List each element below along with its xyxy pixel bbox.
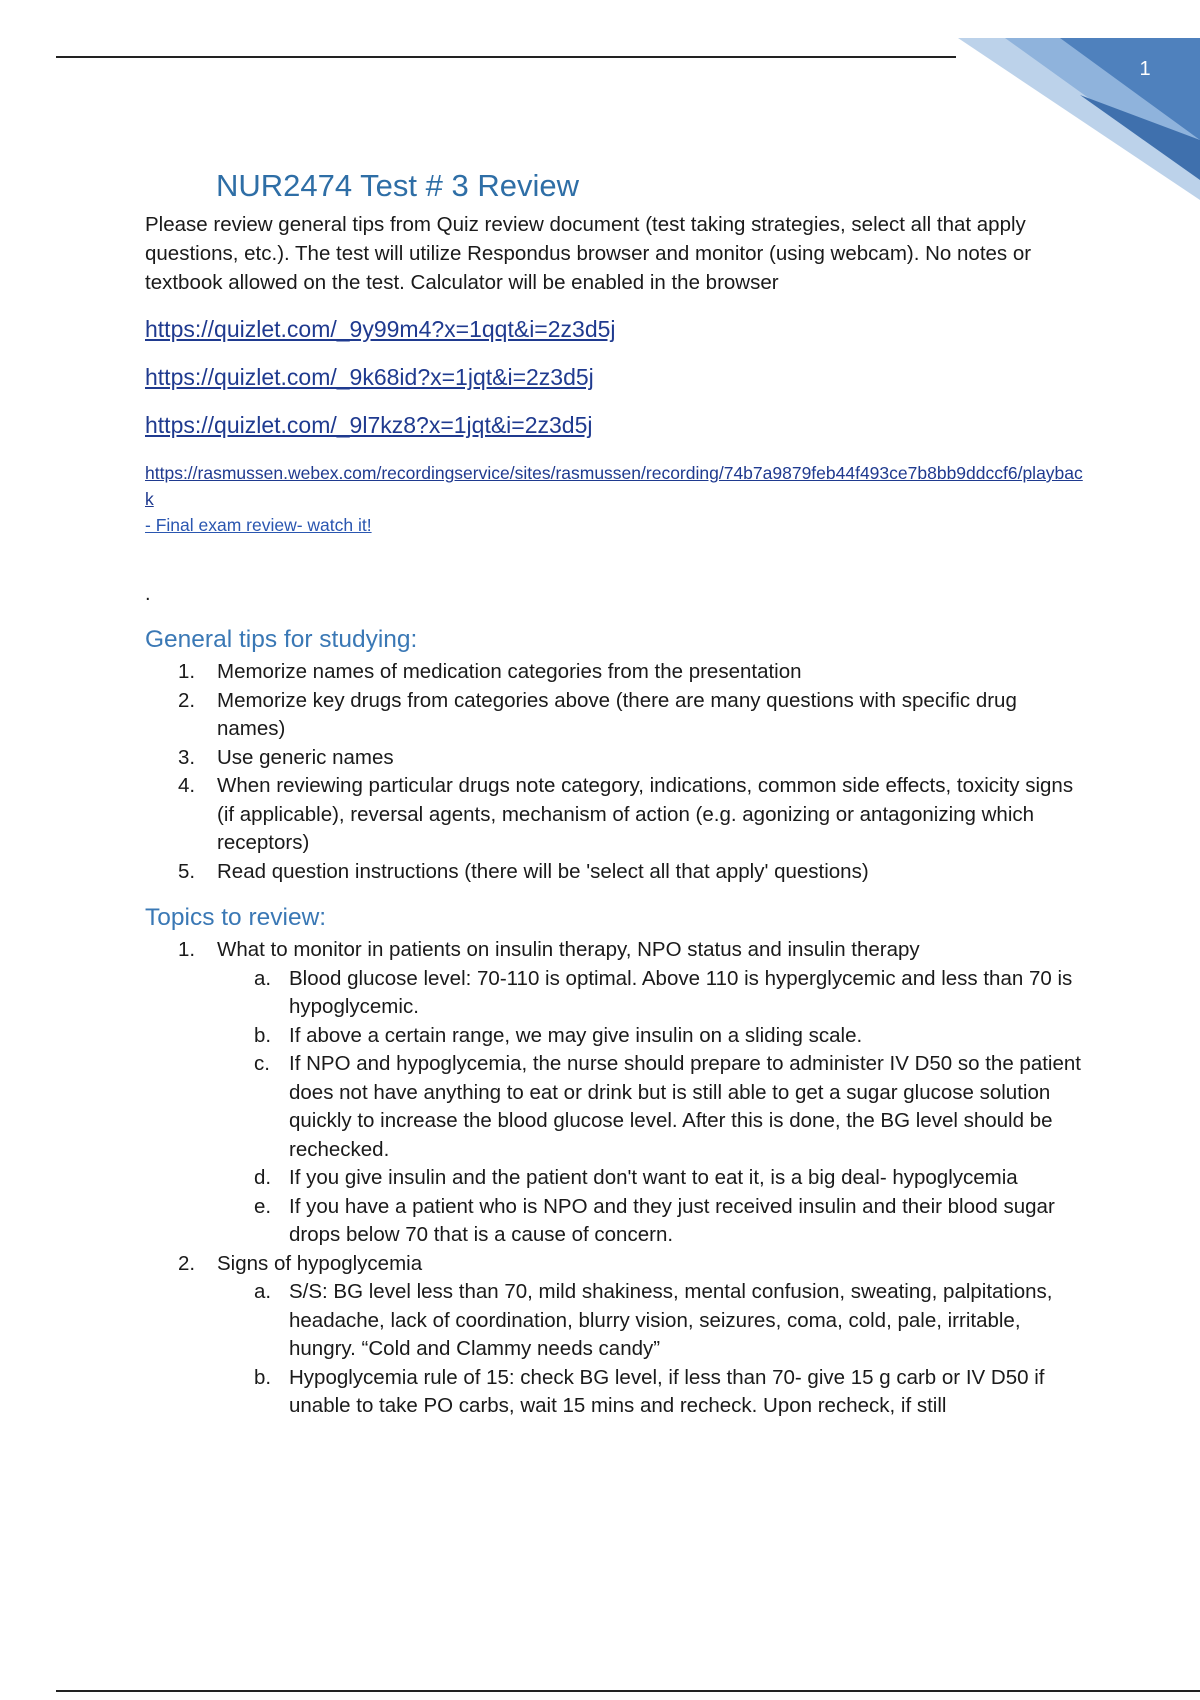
list-number: 1.: [178, 660, 196, 683]
webex-recording-link[interactable]: https://rasmussen.webex.com/recordingservice/sites/rasmussen/recording/74b7a9879feb44f493ce7b8bb9ddccf6/playback: [145, 463, 1083, 509]
sub-list-letter: b.: [254, 1023, 272, 1047]
list-item-text: Read question instructions (there will be 'select all that apply' questions): [217, 859, 869, 883]
sub-list: [217, 965, 1085, 1250]
list-item: [145, 1250, 1085, 1421]
sub-list-item: [217, 1050, 1085, 1164]
sub-list-letter: e.: [254, 1194, 272, 1218]
list-number: 1.: [178, 938, 196, 961]
list-number: 3.: [178, 745, 196, 769]
webex-recording-note-link[interactable]: - Final exam review- watch it!: [145, 515, 372, 535]
sub-list-item: [217, 1022, 1085, 1051]
sub-list-item: [217, 1193, 1085, 1250]
sub-list-letter: c.: [254, 1052, 270, 1075]
sub-list-item: [217, 1164, 1085, 1193]
list-item-text: Memorize key drugs from categories above (there are many questions with specific drug names): [217, 688, 1017, 740]
quizlet-link-3[interactable]: https://quizlet.com/_9l7kz8?x=1jqt&i=2z3d5j: [145, 412, 593, 438]
quizlet-link-2[interactable]: https://quizlet.com/_9k68id?x=1jqt&i=2z3d5j: [145, 364, 594, 390]
list-number: 4.: [178, 774, 196, 797]
footer-rule: [56, 1690, 1200, 1692]
list-number: 2.: [178, 688, 196, 712]
sub-list-item-text: Hypoglycemia rule of 15: check BG level, if less than 70- give 15 g carb or IV D50 if unable to take PO carbs, wait 15 mins and recheck. Upon recheck, if still: [289, 1365, 1045, 1417]
list-item: [145, 858, 1085, 887]
page-title: NUR2474 Test # 3 Review: [216, 168, 579, 203]
list-item-text: Use generic names: [217, 745, 394, 769]
list-item-text: Memorize names of medication categories from the presentation: [217, 660, 802, 683]
general-tips-heading: General tips for studying:: [145, 626, 418, 653]
topics-heading: Topics to review:: [145, 904, 327, 931]
list-item: [145, 687, 1085, 744]
topics-list: [145, 936, 1085, 1421]
sub-list-letter: a.: [254, 966, 272, 990]
sub-list-item: [217, 1364, 1085, 1421]
list-item-text: Signs of hypoglycemia: [217, 1251, 423, 1275]
sub-list-item: [217, 1278, 1085, 1364]
list-item: [145, 658, 1085, 687]
sub-list-item-text: If above a certain range, we may give insulin on a sliding scale.: [289, 1023, 863, 1047]
list-item: [145, 744, 1085, 773]
page-number: 1: [1139, 58, 1151, 80]
intro-paragraph: Please review general tips from Quiz review document (test taking strategies, select all that apply questions, etc.). The test will utilize Respondus browser and monitor (using webcam). No notes or textbook allowed on the test. Calculator will be enabled in the browser: [145, 213, 1032, 294]
list-number: 2.: [178, 1251, 196, 1275]
sub-list-letter: d.: [254, 1166, 272, 1189]
list-item: [145, 936, 1085, 1250]
sub-list-item-text: If NPO and hypoglycemia, the nurse should prepare to administer IV D50 so the patient does not have anything to eat or drink but is still able to get a sugar glucose solution quickly to increase the blood glucose level. After this is done, the BG level should be rechecked.: [289, 1052, 1081, 1161]
sub-list-item-text: S/S: BG level less than 70, mild shakiness, mental confusion, sweating, palpitations, headache, lack of coordination, blurry vision, seizures, coma, cold, pale, irritable, hungry. “Cold and Clammy needs candy”: [289, 1280, 1053, 1360]
sub-list-item-text: If you have a patient who is NPO and they just received insulin and their blood sugar drops below 70 that is a cause of concern.: [289, 1194, 1055, 1246]
list-number: 5.: [178, 859, 196, 883]
sub-list-letter: b.: [254, 1365, 272, 1389]
sub-list-letter: a.: [254, 1280, 272, 1303]
list-item: [145, 772, 1085, 858]
list-item-text: What to monitor in patients on insulin therapy, NPO status and insulin therapy: [217, 938, 920, 961]
document-body: [145, 210, 1085, 1421]
general-tips-list: [145, 658, 1085, 886]
sub-list-item-text: If you give insulin and the patient don't want to eat it, is a big deal- hypoglycemia: [289, 1166, 1018, 1189]
quizlet-link-1[interactable]: https://quizlet.com/_9y99m4?x=1qqt&i=2z3d5j: [145, 316, 616, 342]
sub-list: [217, 1278, 1085, 1421]
list-item-text: When reviewing particular drugs note category, indications, common side effects, toxicity signs (if applicable), reversal agents, mechanism of action (e.g. agonizing or antagonizing which receptors): [217, 774, 1074, 854]
sub-list-item: [217, 965, 1085, 1022]
separator-dot: .: [145, 583, 151, 605]
sub-list-item-text: Blood glucose level: 70-110 is optimal. Above 110 is hyperglycemic and less than 70 is hypoglycemic.: [289, 966, 1073, 1018]
corner-decoration: [0, 0, 1200, 200]
